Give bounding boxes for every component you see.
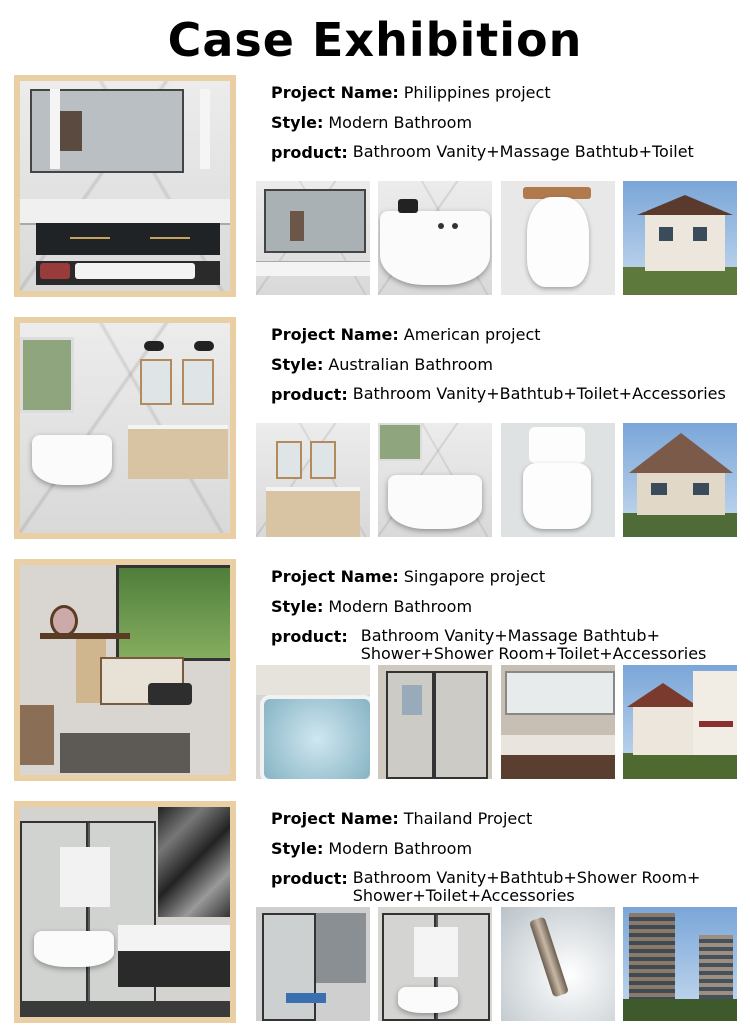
thumbnail-strip bbox=[256, 423, 736, 537]
style-label: Style: bbox=[271, 839, 324, 858]
product-value: Bathroom Vanity+Massage Bathtub+ Shower+Shower Room+Toilet+Accessories bbox=[360, 626, 707, 663]
room-with-bathtub-photo bbox=[20, 565, 230, 775]
smart-toilet-photo bbox=[501, 423, 615, 537]
jacuzzi-bathtub-photo bbox=[256, 665, 370, 779]
thumbnail-strip bbox=[256, 181, 736, 295]
product-value: Bathroom Vanity+Massage Bathtub+Toilet bbox=[352, 142, 694, 161]
project-name-value: Philippines project bbox=[403, 83, 551, 102]
house-exterior-photo bbox=[623, 423, 737, 537]
page-title: Case Exhibition bbox=[167, 13, 583, 67]
vanity-basin-photo bbox=[501, 665, 615, 779]
shower-room-bathtub-photo bbox=[378, 907, 492, 1021]
style-label: Style: bbox=[271, 113, 324, 132]
bathroom-bathtub-vanity-photo bbox=[20, 323, 230, 533]
house-exterior-photo bbox=[623, 665, 737, 779]
thumbnail-strip bbox=[256, 907, 736, 1021]
style-value: Modern Bathroom bbox=[328, 839, 473, 858]
bidet-nozzle-photo bbox=[501, 907, 615, 1021]
product-value: Bathroom Vanity+Bathtub+Shower Room+ Shower+Toilet+Accessories bbox=[352, 868, 701, 905]
house-exterior-photo bbox=[623, 181, 737, 295]
shower-glass-photo bbox=[256, 907, 370, 1021]
toilet-photo bbox=[501, 181, 615, 295]
thumbnail-strip bbox=[256, 665, 736, 779]
product-label: product: bbox=[271, 143, 348, 162]
product-value: Bathroom Vanity+Bathtub+Toilet+Accessories bbox=[352, 384, 726, 403]
case-info bbox=[271, 809, 741, 915]
case-info bbox=[271, 83, 741, 173]
product-label: product: bbox=[271, 385, 348, 404]
project-name-label: Project Name: bbox=[271, 567, 399, 586]
project-name-value: Thailand Project bbox=[403, 809, 533, 828]
case-thailand bbox=[14, 801, 736, 1023]
style-value: Modern Bathroom bbox=[328, 113, 473, 132]
mirror-cabinet-photo bbox=[256, 181, 370, 295]
style-value: Australian Bathroom bbox=[328, 355, 493, 374]
case-info bbox=[271, 567, 741, 673]
bathroom-vanity-photo bbox=[20, 81, 230, 291]
style-value: Modern Bathroom bbox=[328, 597, 473, 616]
case-singapore bbox=[14, 559, 736, 781]
case-philippines bbox=[14, 75, 736, 297]
shower-room-photo bbox=[378, 665, 492, 779]
project-name-label: Project Name: bbox=[271, 809, 399, 828]
project-name-value: Singapore project bbox=[403, 567, 546, 586]
apartment-towers-photo bbox=[623, 907, 737, 1021]
wooden-vanity-photo bbox=[256, 423, 370, 537]
case-american bbox=[14, 317, 736, 539]
style-label: Style: bbox=[271, 355, 324, 374]
product-label: product: bbox=[271, 869, 348, 888]
hero-photo-frame bbox=[14, 559, 236, 781]
hero-photo-frame bbox=[14, 801, 236, 1023]
product-label: product: bbox=[271, 627, 348, 646]
project-name-label: Project Name: bbox=[271, 325, 399, 344]
massage-bathtub-photo bbox=[378, 181, 492, 295]
project-name-value: American project bbox=[403, 325, 541, 344]
hero-photo-frame bbox=[14, 75, 236, 297]
freestanding-bathtub-photo bbox=[378, 423, 492, 537]
case-info bbox=[271, 325, 741, 415]
style-label: Style: bbox=[271, 597, 324, 616]
glass-shower-room-photo bbox=[20, 807, 230, 1017]
project-name-label: Project Name: bbox=[271, 83, 399, 102]
hero-photo-frame bbox=[14, 317, 236, 539]
